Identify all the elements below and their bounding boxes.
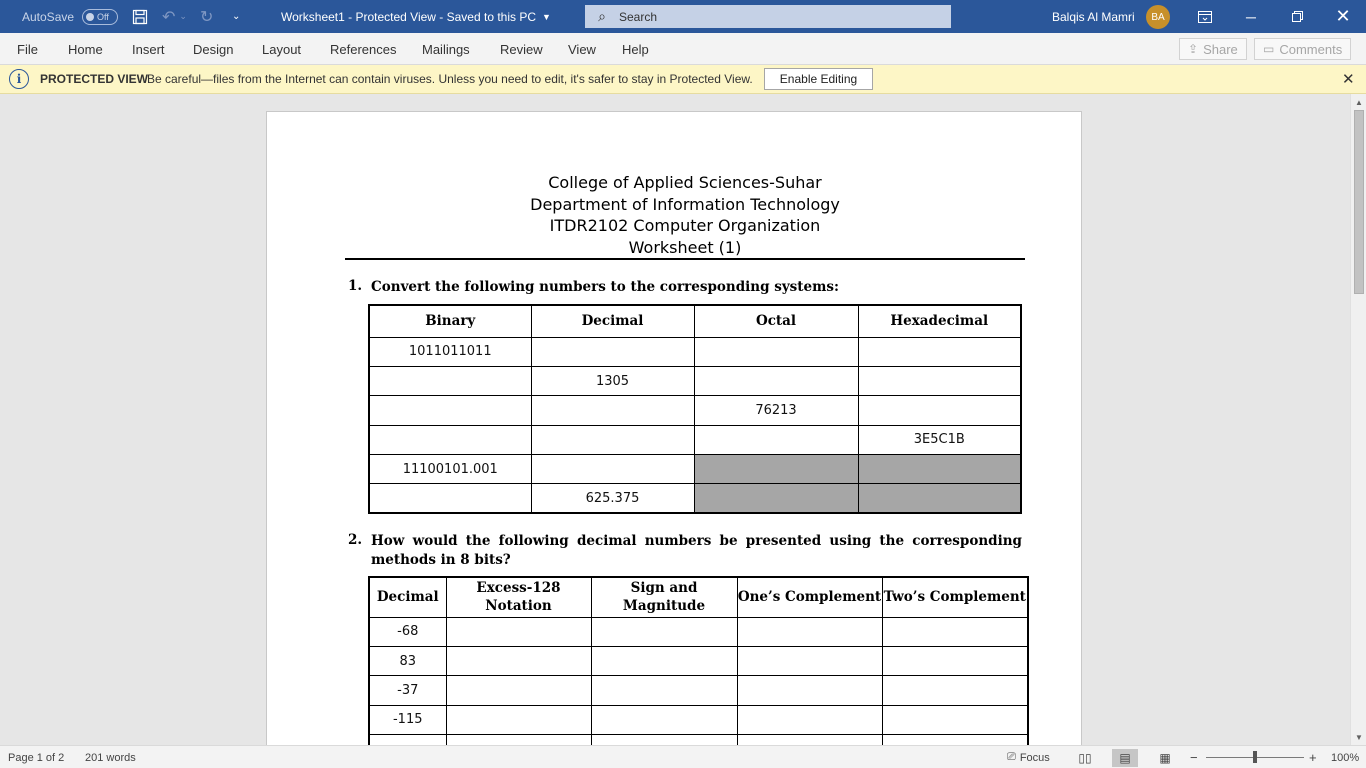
- zoom-out-icon[interactable]: −: [1190, 750, 1198, 765]
- table-cell[interactable]: [737, 705, 882, 734]
- table-cell[interactable]: [737, 617, 882, 646]
- table-cell[interactable]: [369, 484, 531, 513]
- tab-references[interactable]: References: [330, 41, 397, 57]
- table-cell[interactable]: 76213: [694, 396, 858, 425]
- table-cell[interactable]: [591, 705, 737, 734]
- column-header: Decimal: [369, 577, 446, 617]
- table-cell[interactable]: [694, 366, 858, 395]
- table-cell[interactable]: [882, 646, 1028, 675]
- customize-toolbar-icon[interactable]: ⌄: [232, 11, 241, 22]
- table-cell[interactable]: [369, 396, 531, 425]
- ribbon-tabs: [0, 33, 1366, 65]
- page-indicator[interactable]: Page 1 of 2: [8, 751, 65, 764]
- scrollbar-thumb[interactable]: [1354, 110, 1364, 294]
- conversion-table: [368, 304, 1022, 514]
- document-header: [345, 172, 1025, 258]
- table-row: [369, 455, 1021, 484]
- document-page[interactable]: [266, 111, 1082, 745]
- redo-icon[interactable]: ↻: [200, 8, 214, 26]
- table-cell[interactable]: [446, 676, 591, 705]
- table-cell[interactable]: [858, 366, 1021, 395]
- vertical-scrollbar[interactable]: [1350, 94, 1366, 745]
- autosave-label: AutoSave: [22, 9, 75, 24]
- close-icon[interactable]: ✕: [1342, 71, 1355, 88]
- tab-help[interactable]: Help: [622, 41, 649, 57]
- header-line: ITDR2102 Computer Organization: [549, 216, 821, 235]
- document-canvas[interactable]: [0, 94, 1350, 745]
- column-header: Excess-128 Notation: [446, 577, 591, 617]
- table-cell[interactable]: 83: [369, 646, 446, 675]
- search-input[interactable]: [619, 10, 919, 24]
- table-cell[interactable]: [858, 396, 1021, 425]
- scroll-down-icon[interactable]: ▼: [1355, 732, 1363, 742]
- table-cell[interactable]: [446, 617, 591, 646]
- table-cell[interactable]: -37: [369, 676, 446, 705]
- zoom-in-icon[interactable]: +: [1309, 750, 1317, 765]
- tab-insert[interactable]: Insert: [132, 41, 165, 57]
- column-header: Sign and Magnitude: [591, 577, 737, 617]
- comments-button[interactable]: [1254, 38, 1351, 60]
- minimize-icon[interactable]: ─: [1246, 8, 1256, 25]
- column-header: Octal: [694, 305, 858, 337]
- print-layout-icon[interactable]: ▤: [1112, 749, 1138, 767]
- table-cell[interactable]: [882, 735, 1028, 745]
- shaded-cell: [858, 484, 1021, 513]
- question-text: Convert the following numbers to the corresponding systems:: [371, 279, 839, 295]
- table-cell[interactable]: [531, 396, 694, 425]
- table-row: [369, 705, 1028, 734]
- table-cell[interactable]: -115: [369, 705, 446, 734]
- column-header: Two’s Complement: [882, 577, 1028, 617]
- tab-design[interactable]: Design: [193, 41, 234, 57]
- table-cell[interactable]: [591, 735, 737, 745]
- header-divider: [345, 258, 1025, 260]
- table-cell[interactable]: [369, 425, 531, 454]
- save-icon[interactable]: [132, 0, 148, 33]
- protected-view-title: PROTECTED VIEW: [40, 72, 149, 86]
- shaded-cell: [694, 484, 858, 513]
- autosave-control[interactable]: [22, 0, 118, 33]
- table-row: [369, 676, 1028, 705]
- restore-icon[interactable]: [1274, 0, 1320, 33]
- user-name[interactable]: Balqis Al Mamri: [1052, 9, 1135, 24]
- table-row: [369, 484, 1021, 513]
- table-cell[interactable]: -68: [369, 617, 446, 646]
- web-layout-icon[interactable]: ▦: [1159, 751, 1171, 765]
- comment-icon: ▭: [1263, 42, 1275, 56]
- table-cell[interactable]: [446, 705, 591, 734]
- question-number: 2.: [348, 532, 363, 548]
- table-cell[interactable]: [737, 735, 882, 745]
- autosave-state: Off: [97, 11, 109, 22]
- protected-view-bar: [0, 65, 1366, 94]
- table-header-row: [369, 305, 1021, 337]
- table-cell[interactable]: [882, 617, 1028, 646]
- title-bar: [0, 0, 1366, 33]
- header-line: College of Applied Sciences-Suhar: [548, 173, 822, 192]
- shaded-cell: [694, 455, 858, 484]
- table-cell[interactable]: [882, 705, 1028, 734]
- table-row: [369, 735, 1028, 745]
- table-cell[interactable]: 11100101.001: [369, 455, 531, 484]
- document-title[interactable]: [281, 0, 551, 33]
- info-icon: i: [9, 69, 29, 89]
- table-row: [369, 396, 1021, 425]
- table-cell[interactable]: [531, 337, 694, 366]
- focus-button[interactable]: [1007, 746, 1050, 768]
- table-row: [369, 366, 1021, 395]
- table-cell[interactable]: 1305: [531, 366, 694, 395]
- table-cell[interactable]: [531, 425, 694, 454]
- table-cell[interactable]: [694, 337, 858, 366]
- header-line: Department of Information Technology: [530, 194, 840, 214]
- table-row: [369, 425, 1021, 454]
- table-cell[interactable]: 625.375: [531, 484, 694, 513]
- toggle-dot-icon: [86, 13, 94, 21]
- column-header: Binary: [369, 305, 531, 337]
- table-cell[interactable]: [369, 735, 446, 745]
- column-header: One’s Complement: [737, 577, 882, 617]
- table-cell[interactable]: [591, 617, 737, 646]
- table-cell[interactable]: [446, 735, 591, 745]
- autosave-toggle[interactable]: [82, 9, 118, 25]
- zoom-level[interactable]: 100%: [1331, 751, 1360, 764]
- close-icon[interactable]: ✕: [1335, 6, 1351, 26]
- column-header: Decimal: [531, 305, 694, 337]
- share-label: Share: [1203, 41, 1238, 57]
- share-button[interactable]: [1179, 38, 1247, 60]
- document-title-text: Worksheet1 - Protected View - Saved to this PC: [281, 9, 537, 24]
- protected-view-message: Be careful—files from the Internet can contain viruses. Unless you need to edit, it's safer to stay in Protected View.: [147, 72, 753, 86]
- table-cell[interactable]: [369, 366, 531, 395]
- table-cell[interactable]: [694, 425, 858, 454]
- undo-icon[interactable]: ↶ ⌄: [162, 8, 187, 26]
- table-cell[interactable]: [591, 676, 737, 705]
- representation-table: [368, 576, 1029, 745]
- header-line: Worksheet (1): [628, 237, 742, 257]
- table-row: [369, 337, 1021, 366]
- table-cell[interactable]: [446, 646, 591, 675]
- table-cell[interactable]: [882, 676, 1028, 705]
- search-icon: ⌕: [598, 8, 606, 24]
- tab-review[interactable]: Review: [500, 41, 543, 57]
- word-count[interactable]: 201 words: [85, 751, 136, 764]
- comments-label: Comments: [1279, 41, 1343, 57]
- chevron-down-icon: ▼: [542, 11, 551, 22]
- tab-view[interactable]: View: [568, 41, 596, 57]
- table-cell[interactable]: [858, 337, 1021, 366]
- enable-editing-button[interactable]: Enable Editing: [764, 68, 873, 90]
- question-number: 1.: [348, 278, 363, 294]
- search-box[interactable]: [585, 5, 951, 28]
- focus-icon: ⎚: [1007, 751, 1016, 763]
- column-header: Hexadecimal: [858, 305, 1021, 337]
- table-cell[interactable]: [737, 676, 882, 705]
- share-icon: ⇪: [1188, 42, 1199, 56]
- scroll-up-icon[interactable]: ▲: [1355, 97, 1363, 107]
- question-text: How would the following decimal numbers be presented using the corresponding methods in 8 bits?: [371, 533, 1022, 568]
- zoom-slider-thumb[interactable]: [1253, 751, 1257, 763]
- tab-mailings[interactable]: Mailings: [422, 41, 470, 57]
- tab-layout[interactable]: Layout: [262, 41, 302, 57]
- focus-label: Focus: [1019, 751, 1050, 764]
- avatar[interactable]: BA: [1146, 5, 1170, 29]
- table-cell[interactable]: [591, 646, 737, 675]
- tab-home[interactable]: Home: [68, 41, 103, 57]
- table-cell[interactable]: [737, 646, 882, 675]
- shaded-cell: [858, 455, 1021, 484]
- tab-file[interactable]: File: [17, 41, 38, 57]
- table-cell[interactable]: 1011011011: [369, 337, 531, 366]
- table-cell[interactable]: 3E5C1B: [858, 425, 1021, 454]
- table-row: [369, 617, 1028, 646]
- table-cell[interactable]: [531, 455, 694, 484]
- status-bar: [0, 745, 1366, 768]
- ribbon-display-options-icon[interactable]: [1182, 0, 1228, 33]
- read-mode-icon[interactable]: ▯▯: [1078, 751, 1092, 765]
- table-header-row: [369, 577, 1028, 617]
- table-row: [369, 646, 1028, 675]
